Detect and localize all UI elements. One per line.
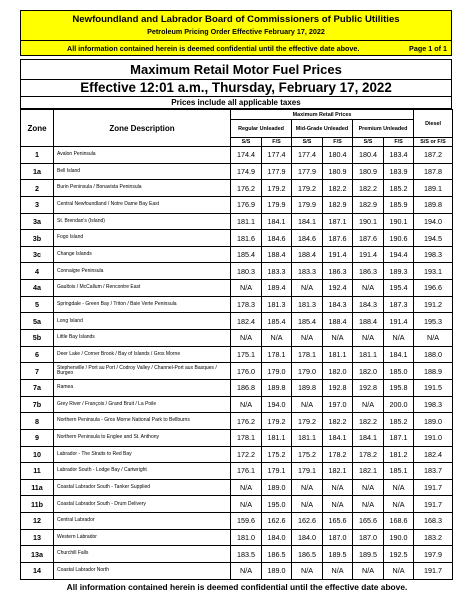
zone-description-cell: Long Island [54, 313, 231, 330]
price-cell: N/A [353, 396, 384, 413]
price-cell: N/A [231, 479, 262, 496]
price-cell: N/A [323, 563, 353, 580]
price-cell: 179.2 [292, 413, 323, 430]
price-cell: 179.9 [292, 196, 323, 213]
price-cell: 189.5 [353, 546, 384, 563]
zone-cell: 10 [21, 446, 54, 463]
price-cell: 194.5 [414, 230, 453, 247]
zone-description-cell: Gaultois / McCallum / Rencontre East [54, 280, 231, 297]
price-cell: 184.1 [384, 346, 414, 363]
price-cell: 186.5 [292, 546, 323, 563]
price-cell: 183.9 [384, 163, 414, 180]
price-cell: 179.2 [292, 180, 323, 197]
price-cell: 188.9 [414, 363, 453, 380]
price-cell: 192.4 [323, 280, 353, 297]
price-cell: 195.4 [384, 280, 414, 297]
price-cell: 187.6 [323, 230, 353, 247]
zone-description-cell: Grey River / François / Grand Bruit / La Poile [54, 396, 231, 413]
price-cell: 192.8 [323, 379, 353, 396]
price-cell: 184.3 [323, 296, 353, 313]
price-cell: 181.3 [292, 296, 323, 313]
price-cell: 178.1 [292, 346, 323, 363]
price-cell: 181.1 [231, 213, 262, 230]
price-cell: 191.5 [414, 379, 453, 396]
price-cell: 172.2 [231, 446, 262, 463]
zone-description-cell: St. Brendan's (Island) [54, 213, 231, 230]
price-cell: 179.9 [262, 196, 292, 213]
page-title: Maximum Retail Motor Fuel Prices [20, 59, 452, 80]
price-cell: 184.1 [323, 429, 353, 446]
price-cell: 177.9 [262, 163, 292, 180]
price-cell: 188.0 [414, 346, 453, 363]
zone-cell: 7a [21, 379, 54, 396]
price-cell: 185.2 [384, 180, 414, 197]
footer-notice: All information contained herein is deemed confidential until the effective date above. [66, 582, 408, 592]
price-cell: 195.0 [262, 496, 292, 513]
price-cell: N/A [231, 330, 262, 347]
zone-description-cell: Deer Lake / Corner Brook / Bay of Islands / Gros Morne [54, 346, 231, 363]
zone-cell: 9 [21, 429, 54, 446]
price-cell: 176.2 [231, 180, 262, 197]
price-cell: 176.9 [231, 196, 262, 213]
price-rows [21, 147, 453, 580]
midgrade-ss-header: S/S [292, 138, 323, 147]
price-cell: 178.1 [231, 429, 262, 446]
price-cell: 182.1 [323, 463, 353, 480]
price-cell: 182.9 [353, 196, 384, 213]
price-cell: 184.6 [292, 230, 323, 247]
table-row [21, 446, 453, 463]
price-cell: 192.8 [353, 379, 384, 396]
price-cell: 182.2 [353, 413, 384, 430]
effective-date: Effective 12:01 a.m., Thursday, February 17, 2022 [20, 80, 452, 97]
price-cell: 181.3 [262, 296, 292, 313]
table-row [21, 230, 453, 247]
price-cell: 189.3 [384, 263, 414, 280]
price-cell: 179.2 [262, 180, 292, 197]
price-cell: 165.6 [323, 513, 353, 530]
price-cell: 190.1 [353, 213, 384, 230]
price-cell: 190.0 [384, 529, 414, 546]
zone-cell: 4 [21, 263, 54, 280]
price-cell: 189.0 [414, 413, 453, 430]
price-cell: N/A [262, 330, 292, 347]
price-cell: 178.2 [353, 446, 384, 463]
price-cell: 191.7 [414, 496, 453, 513]
zone-description-cell: Change Islands [54, 246, 231, 263]
price-cell: N/A [323, 496, 353, 513]
price-cell: 189.0 [262, 563, 292, 580]
zone-description-cell: Labrador South - Lodge Bay / Cartwright [54, 463, 231, 480]
price-cell: 181.6 [231, 230, 262, 247]
price-cell: 168.6 [384, 513, 414, 530]
price-cell: N/A [384, 330, 414, 347]
table-row [21, 196, 453, 213]
price-cell: N/A [353, 563, 384, 580]
zone-cell: 12 [21, 513, 54, 530]
price-cell: 174.9 [231, 163, 262, 180]
price-cell: N/A [353, 496, 384, 513]
price-cell: 183.2 [414, 529, 453, 546]
price-cell: 189.8 [262, 379, 292, 396]
zone-description-cell: Avalon Peninsula [54, 147, 231, 164]
price-cell: 191.4 [353, 246, 384, 263]
price-cell: 185.4 [262, 313, 292, 330]
price-cell: 182.4 [231, 313, 262, 330]
price-cell: N/A [353, 479, 384, 496]
price-cell: N/A [231, 496, 262, 513]
table-row [21, 346, 453, 363]
price-cell: 184.3 [353, 296, 384, 313]
price-cell: 187.3 [384, 296, 414, 313]
regular-fs-header: F/S [262, 138, 292, 147]
price-cell: 178.1 [262, 346, 292, 363]
price-cell: 176.1 [231, 463, 262, 480]
price-cell: 185.1 [384, 463, 414, 480]
confidential-notice: All information contained herein is deemed confidential until the effective date above. [67, 44, 360, 53]
zone-cell: 13 [21, 529, 54, 546]
price-cell: 165.6 [353, 513, 384, 530]
price-cell: 185.4 [292, 313, 323, 330]
price-cell: 191.2 [414, 296, 453, 313]
price-cell: 196.6 [414, 280, 453, 297]
table-row [21, 546, 453, 563]
zone-cell: 3 [21, 196, 54, 213]
zone-description-cell: Coastal Labrador South - Tanker Supplied [54, 479, 231, 496]
price-cell: 195.3 [414, 313, 453, 330]
price-cell: 182.2 [353, 180, 384, 197]
price-cell: 182.0 [323, 363, 353, 380]
price-cell: 188.4 [323, 313, 353, 330]
price-cell: 175.2 [292, 446, 323, 463]
premium-header: Premium Unleaded [353, 120, 414, 138]
price-cell: 186.3 [323, 263, 353, 280]
order-title: Petroleum Pricing Order Effective February 17, 2022 [147, 27, 325, 36]
table-row [21, 263, 453, 280]
zone-description-cell: Churchill Falls [54, 546, 231, 563]
premium-fs-header: F/S [384, 138, 414, 147]
table-row [21, 147, 453, 164]
page-number: Page 1 of 1 [409, 44, 447, 53]
price-cell: 194.4 [384, 246, 414, 263]
price-cell: N/A [292, 396, 323, 413]
price-cell: 192.5 [384, 546, 414, 563]
zone-description-cell: Labrador - The Straits to Red Bay [54, 446, 231, 463]
price-cell: N/A [292, 330, 323, 347]
midgrade-fs-header: F/S [323, 138, 353, 147]
table-row [21, 213, 453, 230]
table-row [21, 529, 453, 546]
price-cell: 181.1 [262, 429, 292, 446]
zone-description-cell: Coastal Labrador North [54, 563, 231, 580]
price-cell: 186.5 [262, 546, 292, 563]
price-cell: 190.1 [384, 213, 414, 230]
price-cell: 190.6 [384, 230, 414, 247]
price-cell: 191.7 [414, 479, 453, 496]
table-row [21, 463, 453, 480]
price-cell: N/A [414, 330, 453, 347]
price-cell: 187.0 [353, 529, 384, 546]
zone-cell: 5a [21, 313, 54, 330]
price-cell: 195.8 [384, 379, 414, 396]
price-cell: 180.3 [231, 263, 262, 280]
price-cell: 183.5 [231, 546, 262, 563]
price-cell: 184.1 [292, 213, 323, 230]
price-cell: 181.1 [292, 429, 323, 446]
price-cell: 189.5 [323, 546, 353, 563]
table-row [21, 513, 453, 530]
document-header [20, 10, 452, 56]
description-header: Zone Description [54, 110, 231, 147]
price-cell: 189.0 [262, 479, 292, 496]
price-cell: 184.0 [262, 529, 292, 546]
regular-ss-header: S/S [231, 138, 262, 147]
zone-description-cell: Bell Island [54, 163, 231, 180]
price-cell: 182.0 [353, 363, 384, 380]
zone-description-cell: Northern Peninsula - Gros Morne National Park to Bellburns [54, 413, 231, 430]
price-cell: 187.6 [353, 230, 384, 247]
price-cell: 187.8 [414, 163, 453, 180]
price-cell: 198.3 [414, 396, 453, 413]
zone-description-cell: Western Labrador [54, 529, 231, 546]
price-cell: N/A [231, 396, 262, 413]
price-cell: N/A [353, 280, 384, 297]
zone-description-cell: Northern Peninsula to Englee and St. Anthony [54, 429, 231, 446]
price-cell: 178.3 [231, 296, 262, 313]
price-cell: N/A [384, 496, 414, 513]
price-cell: 176.0 [231, 363, 262, 380]
zone-description-cell: Central Newfoundland / Notre Dame Bay East [54, 196, 231, 213]
premium-ss-header: S/S [353, 138, 384, 147]
table-row [21, 180, 453, 197]
zone-description-cell: Central Labrador [54, 513, 231, 530]
price-cell: 188.4 [292, 246, 323, 263]
price-cell: 200.0 [384, 396, 414, 413]
diesel-header: Diesel [414, 110, 453, 138]
price-cell: N/A [323, 330, 353, 347]
price-cell: 189.8 [414, 196, 453, 213]
tax-note: Prices include all applicable taxes [20, 97, 452, 109]
zone-cell: 7 [21, 363, 54, 380]
price-cell: 177.4 [292, 147, 323, 164]
zone-cell: 4a [21, 280, 54, 297]
price-cell: 181.1 [323, 346, 353, 363]
zone-cell: 5b [21, 330, 54, 347]
price-cell: N/A [384, 479, 414, 496]
zone-header: Zone [21, 110, 54, 147]
price-cell: 189.4 [262, 280, 292, 297]
diesel-ssfs-header: S/S or F/S [414, 138, 453, 147]
board-name: Newfoundland and Labrador Board of Commissioners of Public Utilities [72, 14, 400, 25]
zone-description-cell: Fogo Island [54, 230, 231, 247]
zone-cell: 14 [21, 563, 54, 580]
price-cell: 174.4 [231, 147, 262, 164]
price-cell: N/A [292, 496, 323, 513]
price-cell: 182.2 [323, 180, 353, 197]
table-row [21, 296, 453, 313]
zone-description-cell: Connaigre Peninsula [54, 263, 231, 280]
zone-cell: 8 [21, 413, 54, 430]
table-row [21, 363, 453, 380]
zone-cell: 13a [21, 546, 54, 563]
price-cell: 182.9 [323, 196, 353, 213]
table-row [21, 429, 453, 446]
price-cell: 188.4 [262, 246, 292, 263]
price-cell: 181.1 [353, 346, 384, 363]
price-cell: 191.7 [414, 563, 453, 580]
price-cell: 183.3 [292, 263, 323, 280]
price-cell: 180.9 [353, 163, 384, 180]
table-row [21, 496, 453, 513]
price-cell: 193.1 [414, 263, 453, 280]
zone-cell: 3b [21, 230, 54, 247]
price-cell: 175.2 [262, 446, 292, 463]
regular-header: Regular Unleaded [231, 120, 292, 138]
price-cell: 162.6 [292, 513, 323, 530]
zone-description-cell: Burin Peninsula / Bonavista Peninsula [54, 180, 231, 197]
price-cell: N/A [231, 563, 262, 580]
price-cell: 187.2 [414, 147, 453, 164]
price-cell: 184.0 [292, 529, 323, 546]
price-table [20, 109, 453, 580]
table-row [21, 313, 453, 330]
price-cell: 179.2 [262, 413, 292, 430]
price-cell: 187.1 [323, 213, 353, 230]
price-cell: 191.0 [414, 429, 453, 446]
price-cell: 189.1 [414, 180, 453, 197]
price-cell: N/A [292, 563, 323, 580]
price-cell: 179.0 [292, 363, 323, 380]
price-cell: 183.3 [262, 263, 292, 280]
price-cell: 168.3 [414, 513, 453, 530]
price-cell: 191.4 [384, 313, 414, 330]
price-cell: 177.9 [292, 163, 323, 180]
price-cell: 186.3 [353, 263, 384, 280]
price-cell: 185.0 [384, 363, 414, 380]
price-cell: 188.4 [353, 313, 384, 330]
price-cell: 187.1 [384, 429, 414, 446]
zone-description-cell: Ramea [54, 379, 231, 396]
price-cell: 197.9 [414, 546, 453, 563]
price-cell: 176.2 [231, 413, 262, 430]
price-cell: 179.1 [292, 463, 323, 480]
zone-cell: 3c [21, 246, 54, 263]
price-cell: 177.4 [262, 147, 292, 164]
price-cell: 162.6 [262, 513, 292, 530]
price-cell: N/A [231, 280, 262, 297]
price-cell: N/A [353, 330, 384, 347]
price-cell: 180.4 [353, 147, 384, 164]
zone-description-cell: Coastal Labrador South - Drum Delivery [54, 496, 231, 513]
table-row [21, 563, 453, 580]
zone-description-cell: Stephenville / Port au Port / Codroy Valley / Channel-Port aux Basques / Burgeo [54, 363, 231, 380]
zone-description-cell: Little Bay Islands [54, 330, 231, 347]
midgrade-header: Mid-Grade Unleaded [292, 120, 353, 138]
price-cell: 185.2 [384, 413, 414, 430]
price-cell: 191.4 [323, 246, 353, 263]
price-cell: 184.1 [262, 213, 292, 230]
table-row [21, 413, 453, 430]
price-cell: N/A [292, 479, 323, 496]
price-cell: 183.7 [414, 463, 453, 480]
price-cell: 184.6 [262, 230, 292, 247]
price-cell: 183.4 [384, 147, 414, 164]
price-cell: 180.9 [323, 163, 353, 180]
price-cell: 181.2 [384, 446, 414, 463]
zone-cell: 1a [21, 163, 54, 180]
zone-cell: 11 [21, 463, 54, 480]
price-cell: N/A [323, 479, 353, 496]
table-row [21, 163, 453, 180]
table-row [21, 396, 453, 413]
price-cell: 184.1 [353, 429, 384, 446]
zone-cell: 6 [21, 346, 54, 363]
zone-cell: 3a [21, 213, 54, 230]
price-cell: 186.8 [231, 379, 262, 396]
price-cell: 178.2 [323, 446, 353, 463]
zone-cell: 5 [21, 296, 54, 313]
price-cell: 181.0 [231, 529, 262, 546]
table-row [21, 379, 453, 396]
price-cell: 180.4 [323, 147, 353, 164]
price-cell: 179.1 [262, 463, 292, 480]
price-cell: 187.0 [323, 529, 353, 546]
price-cell: 198.3 [414, 246, 453, 263]
zone-cell: 11b [21, 496, 54, 513]
price-cell: 185.9 [384, 196, 414, 213]
max-prices-header: Maximum Retail Prices [231, 110, 414, 120]
price-cell: 194.0 [262, 396, 292, 413]
table-row [21, 479, 453, 496]
zone-cell: 7b [21, 396, 54, 413]
table-row [21, 280, 453, 297]
price-cell: 175.1 [231, 346, 262, 363]
zone-description-cell: Springdale - Green Bay / Triton / Baie Verte Peninsula [54, 296, 231, 313]
price-cell: 159.6 [231, 513, 262, 530]
price-cell: N/A [384, 563, 414, 580]
price-cell: 185.4 [231, 246, 262, 263]
header-divider [21, 40, 451, 41]
price-cell: 189.8 [292, 379, 323, 396]
price-cell: 194.0 [414, 213, 453, 230]
zone-cell: 1 [21, 147, 54, 164]
price-cell: N/A [292, 280, 323, 297]
price-cell: 179.0 [262, 363, 292, 380]
zone-cell: 11a [21, 479, 54, 496]
table-row [21, 246, 453, 263]
price-cell: 182.4 [414, 446, 453, 463]
price-cell: 182.2 [323, 413, 353, 430]
price-cell: 197.0 [323, 396, 353, 413]
table-row [21, 330, 453, 347]
price-cell: 182.1 [353, 463, 384, 480]
zone-cell: 2 [21, 180, 54, 197]
